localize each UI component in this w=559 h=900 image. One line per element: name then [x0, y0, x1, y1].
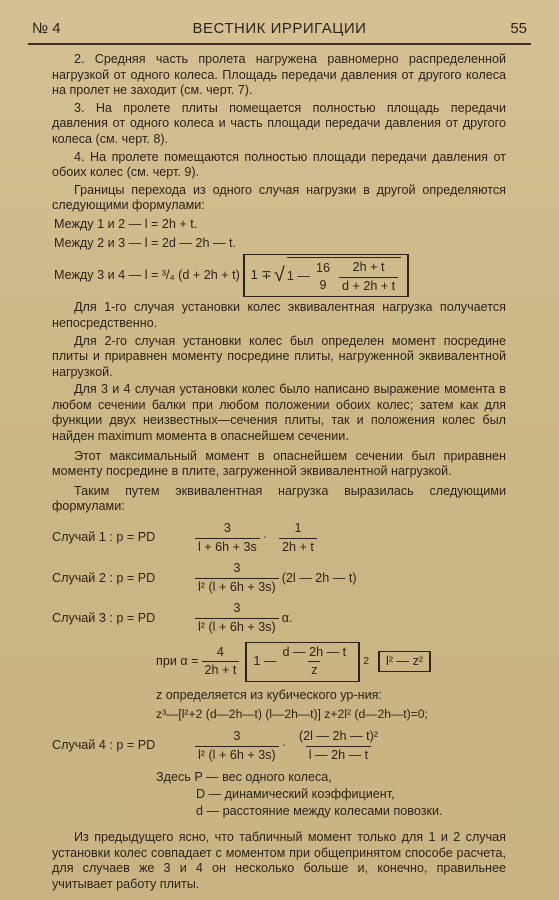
boundary-3-4-bracket [243, 254, 409, 297]
case-2-label: Случай 2 : p = PD [52, 570, 156, 585]
fraction-2h-t [339, 260, 398, 294]
z-definition: z определяется из кубического ур-ния: [156, 687, 382, 702]
numerator: (2l — 2h — t)² [298, 728, 378, 743]
symbol-legend [52, 769, 506, 820]
journal-title: ВЕСТНИК ИРРИГАЦИИ [192, 20, 367, 37]
formula-case-1 [52, 521, 506, 555]
boundary-3-4 [52, 254, 506, 297]
formula-case-2 [52, 561, 506, 595]
paragraph-conclusion: Из предыдущего ясно, что табличный момент только для 1 и 2 случая установки колес совпадает с моментом при общепринятом способе расчета, для случаев же 3 и 4 он несколько больше и, конечно, правильнее учитывает работу плиты. [52, 830, 506, 891]
sqrt-body [287, 257, 401, 294]
case-1-label: Случай 1 : p = PD [52, 530, 156, 545]
alpha-bracket-1 [245, 642, 360, 682]
paragraph-case-2: 2. Средняя часть пролета нагружена равномерно распределенной нагрузкой от одного колеса. Площадь передачи давления от другого колеса на пролет не заходит (см. черт. 7). [52, 52, 506, 98]
numerator: d — 2h — t [282, 644, 347, 659]
numerator: 3 [233, 561, 241, 576]
paragraph-case-3: 3. На пролете плиты помещается полностью площадь передачи давления от одного колеса и часть площади передачи давления от другого колеса (см. черт. 8). [52, 100, 506, 146]
case-1-fraction-2 [279, 521, 317, 555]
alpha-label: при α = [156, 653, 199, 668]
denominator: 2h + t [202, 661, 240, 679]
alpha-inner-fraction [279, 645, 349, 679]
alpha-bracket-2: l² — z² [378, 651, 431, 673]
case-4-fraction-2 [296, 729, 381, 763]
alpha-power: 2 [363, 654, 370, 667]
case-4-fraction-1 [195, 729, 279, 763]
legend-d-small: d — расстояние между колесами повозки. [196, 804, 443, 819]
numerator: 16 [315, 260, 330, 275]
denominator: l — 2h — t [306, 746, 372, 764]
case-3-tail: α. [281, 610, 293, 625]
denominator: 9 [319, 278, 327, 293]
paragraph-case-2-result: Для 2-го случая установки колес был определен момент посредине плиты и приравнен моменту посредине плиты, нагруженной эквивалентной нагрузкой. [52, 333, 506, 379]
fraction-16-9 [313, 261, 333, 294]
numerator: 4 [216, 644, 224, 659]
denominator: z [308, 661, 320, 679]
article-body [52, 52, 506, 895]
page-number: 55 [510, 20, 527, 37]
case-1-fraction-1 [195, 521, 260, 555]
alpha-one-minus: 1 — [253, 653, 277, 668]
numerator: 1 [294, 521, 302, 536]
legend-p: Здесь P — вес одного колеса, [156, 770, 332, 785]
boundary-1-2: Между 1 и 2 — l = 2h + t. [54, 216, 198, 231]
running-header [22, 20, 537, 42]
alpha-definition [52, 642, 506, 682]
paragraph-max-moment: Этот максимальный момент в опаснейшем сечении был приравнен моменту посредине в плите, загруженной эквивалентной нагрузкой. [52, 448, 506, 479]
numerator: 3 [233, 601, 241, 616]
legend-d: D — динамический коэффициент, [196, 787, 395, 802]
paragraph-case-3-4-result: Для 3 и 4 случая установки колес было написано выражение момента в любом сечении балки при любом положении обоих колес; затем как для функции двух неизвестных—сечения плиты, так и положения колес был найден maximum момента в опаснейшем сечении. [52, 382, 506, 444]
paragraph-case-1-result: Для 1-го случая установки колес эквивалентная нагрузка получается непосредственно. [52, 300, 506, 330]
alpha-fraction [202, 645, 240, 679]
case-3-fraction [195, 601, 279, 635]
case-2-tail: (2l — 2h — t) [281, 570, 357, 585]
denominator: l + 6h + 3s [195, 538, 260, 556]
multiply-dot: · [281, 738, 286, 753]
boundary-3-4-one: 1 ∓ [250, 267, 272, 282]
formula-case-3 [52, 601, 506, 635]
case-2-fraction [195, 561, 279, 595]
paragraph-case-4: 4. На пролете помещаются полностью площади передачи давления от обоих колес (см. черт. 9). [52, 149, 506, 180]
paragraph-boundaries: Границы перехода из одного случая нагрузки в другой определяются следующими формулами: [52, 182, 506, 213]
cubic-equation: z³—[l²+2 (d—2h—t) (l—2h—t)] z+2l² (d—2h—t)=0; [156, 707, 428, 722]
denominator: l² (l + 6h + 3s) [195, 746, 279, 764]
paragraph-thus: Таким путем эквивалентная нагрузка выразилась следующими формулами: [52, 483, 506, 514]
numerator: 2h + t [352, 260, 385, 275]
case-3-label: Случай 3 : p = PD [52, 610, 156, 625]
denominator: l² (l + 6h + 3s) [195, 618, 279, 636]
boundary-2-3: Между 2 и 3 — l = 2d — 2h — t. [54, 235, 237, 250]
denominator: 2h + t [279, 538, 317, 556]
formula-case-4 [52, 729, 506, 763]
multiply-dot: · [262, 530, 268, 545]
sqrt-sign: √ [273, 263, 285, 286]
denominator: l² (l + 6h + 3s) [195, 578, 279, 596]
boundary-3-4-one-minus: 1 — [286, 269, 310, 284]
denominator: d + 2h + t [339, 277, 398, 295]
issue-number: № 4 [32, 20, 61, 37]
header-rule [28, 43, 531, 45]
boundary-3-4-label: Между 3 и 4 — l = ³/₄ (d + 2h + t) [54, 267, 240, 282]
numerator: 3 [233, 728, 241, 743]
numerator: 3 [223, 521, 231, 536]
case-4-label: Случай 4 : p = PD [52, 738, 156, 753]
